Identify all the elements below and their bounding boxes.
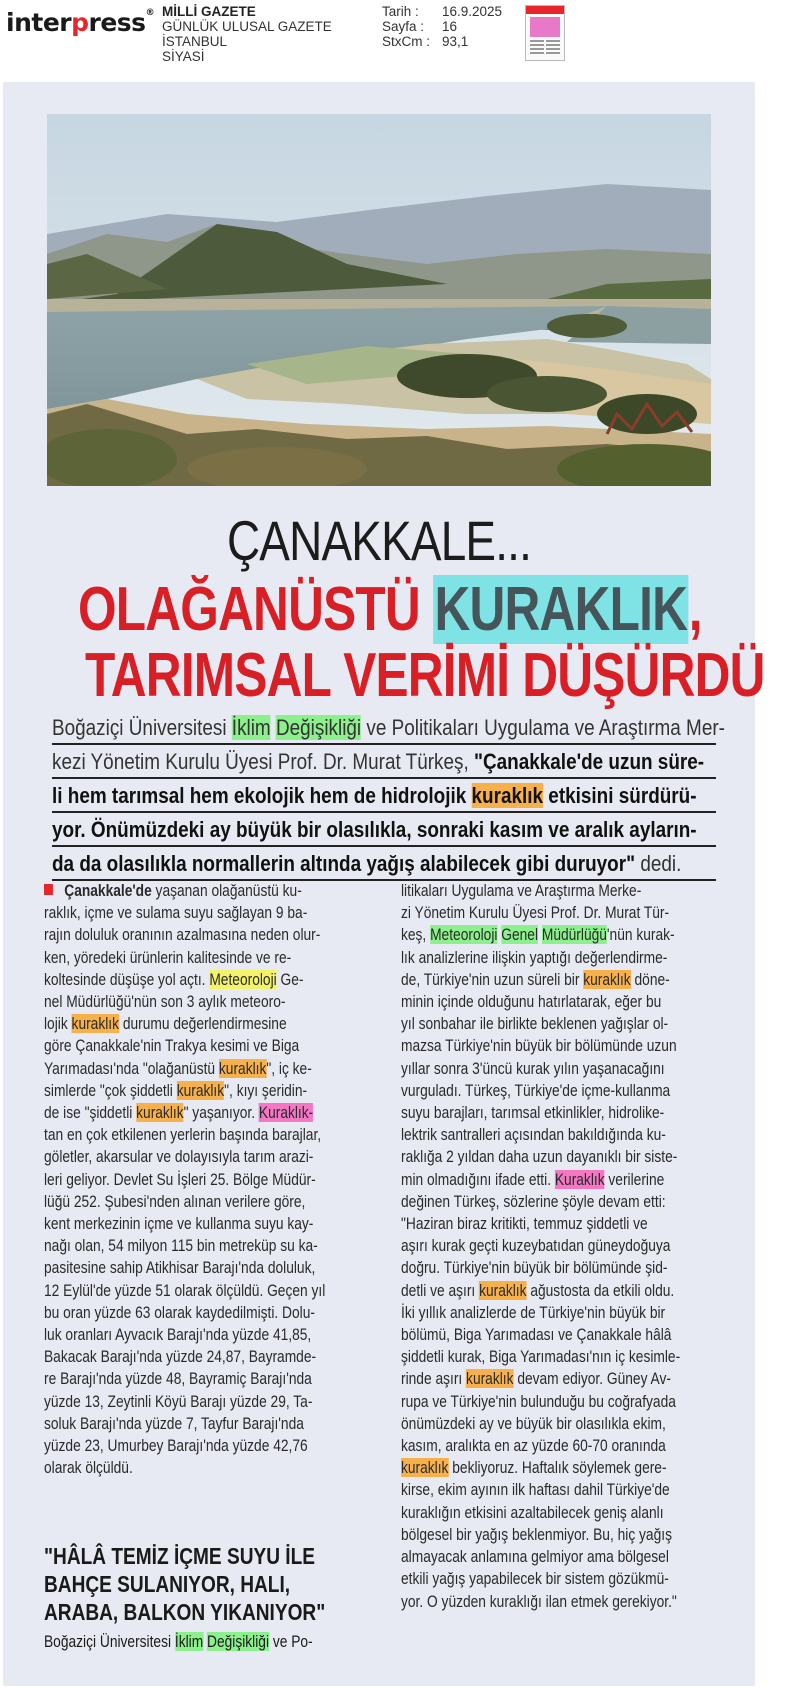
publication-name: MİLLİ GAZETE [162,4,256,19]
publication-type: GÜNLÜK ULUSAL GAZETE [162,19,332,34]
publication-city: İSTANBUL [162,34,228,49]
reservoir-photo [47,114,711,486]
right-column: litikaları Uygulama ve Araştırma Merke- zi Yönetim Kurulu Üyesi Prof. Dr. Murat Tür- keş, Meteoroloji Genel Müdürlüğü'nün kurak- lık analizlerine ilişkin yaptığı değerlendirme- de, Türkiye'nin uzun süreli bir kuraklık döne- minin içinde olduğunu hatırlatarak, eğer bu yıl sonbahar ile birlikte beklenen yağışlar ol- mazsa Türkiye'nin büyük bir bölümünde uzun yıllar sonra 3'üncü kurak yılın yaşanacağını vurguladı. Türkeş, Türkiye'de içme-kullanma suyu barajları, tarımsal etkinlikler, hidrolike- lektrik santralleri açısından bakıldığında ku- raklığa 2 yıldan daha uzun dayanıklı bir siste- min olmadığını ifade etti. Kuraklık verilerine değinen Türkeş, sözlerine şöyle devam etti: "Haziran biraz kritikti, temmuz şiddetli ve aşırı kurak geçti kuzeybatıdan güneydoğuya doğru. Türkiye'nin büyük bir bölümünde şid- detli ve aşırı kuraklık ağustosta da etkili oldu. İki yıllık analizlerde de Türkiye'nin büyük bir bölümü, Biga Yarımadası ve Çanakkale hâlâ şiddetli kurak, Biga Yarımadası'nın iç kesimle- rinde aşırı kuraklık devam ediyor. Güney Av- rupa ve Türkiye'nin bulunduğu bu coğrafyada önümüzdeki ay ve büyük bir olasılıkla ekim, kasım, aralıkta en az yüzde 60-70 oranında kuraklık bekliyoruz. Haftalık söylemek gere- kirse, ekim ayının ilk haftası dahil Türkiye'de kuraklığın etkisini azaltabilecek geniş alanlı bölgesel bir yağış beklenmiyor. Bu, hiç yağış almayacak anlamına gelmiyor ama bölgesel etkili yağış yapabilecek bir sistem gözükmü- yor. O yüzden kuraklığı ilan etmek gerekiyor." [401,881,681,1611]
headline-line2: TARIMSAL VERİMİ DÜŞÜRDÜ [84,641,765,710]
clipping-meta: Tarih : 16.9.2025 Sayfa : 16 StxCm : 93,1 [382,4,503,49]
publication-section: SİYASİ [162,49,205,64]
publication-info [162,4,332,64]
interpress-logo: interpress® [6,8,155,37]
red-bullet-icon [44,884,53,895]
subhead-body-start: Boğaziçi Üniversitesi İklim Değişikliği ve Po- [44,1632,313,1651]
page-value: 16 [442,19,458,34]
headline-line1: OLAĞANÜSTÜ KURAKLIK, [77,575,702,644]
article-kicker: ÇANAKKALE... [226,509,532,572]
headline-highlight: KURAKLIK [434,575,688,644]
left-column: Çanakkale'de yaşanan olağanüstü ku- raklık, içme ve sulama suyu sağlayan 9 ba- rajın doluluk oranının azalmasına neden olur- ken, yöredeki ürünlerin kalitesinde ve re- koltesinde düşüşe yol açtı. Meteoroloji Ge- nel Müdürlüğü'nün son 3 aylık meteoro- lojik kuraklık durumu değerlendirmesine göre Çanakkale'nin Trakya kesimi ve Biga Yarımadası'nda "olağanüstü kuraklık", iç ke- simlerde "çok şiddetli kuraklık", kıyı şeridin- de ise "şiddetli kuraklık" yaşanıyor. Kuraklık- tan en çok etkilenen yerlerin başında barajlar, göletler, akarsular ve dolayısıyla tarım arazi- leri geliyor. Devlet Su İşleri 25. Bölge Müdür- lüğü 252. Şubesi'nden alınan verilere göre, kent merkezinin içme ve kullanma suyu kay- nağı olan, 54 milyon 115 bin metreküp su ka- pasitesine sahip Atikhisar Barajı'nda doluluk, 12 Eylül'de yüzde 51 olarak ölçüldü. Geçen yıl bu oran yüzde 63 olarak kaydedilmişti. Dolu- luk oranları Ayvacık Barajı'nda yüzde 41,85, Bakacak Barajı'nda yüzde 24,87, Bayramde- re Barajı'nda yüzde 48, Bayramiç Barajı'nda yüzde 13, Zeytinli Köyü Barajı yüzde 29, Ta- soluk Barajı'nda yüzde 7, Tayfur Barajı'nda yüzde 23, Umurbey Barajı'nda yüzde 42,76 olarak ölçüldü. [44,881,326,1478]
clipping-header [0,0,786,78]
page-thumbnail[interactable] [525,5,565,61]
stxcm-value: 93,1 [442,34,469,49]
subheadline: "HÂLÂ TEMİZ İÇME SUYU İLE BAHÇE SULANIYOR, HALI, ARABA, BALKON YIKANIYOR" [44,1543,326,1625]
date-value: 16.9.2025 [442,4,503,19]
article-spot: Boğaziçi Üniversitesi İklim Değişikliği ve Politikaları Uygulama ve Araştırma Mer- kezi Yönetim Kurulu Üyesi Prof. Dr. Murat Türkeş, "Çanakkale'de uzun süre- li hem tarımsal hem ekolojik hem de hidrolojik kuraklık etkisini sürdürü- yor. Önümüzdeki ay büyük bir olasılıkla, sonraki kasım ve aralık ayların- da da olasılıkla normallerin altında yağış alabilecek gibi duruyor" dedi. [52,714,716,884]
